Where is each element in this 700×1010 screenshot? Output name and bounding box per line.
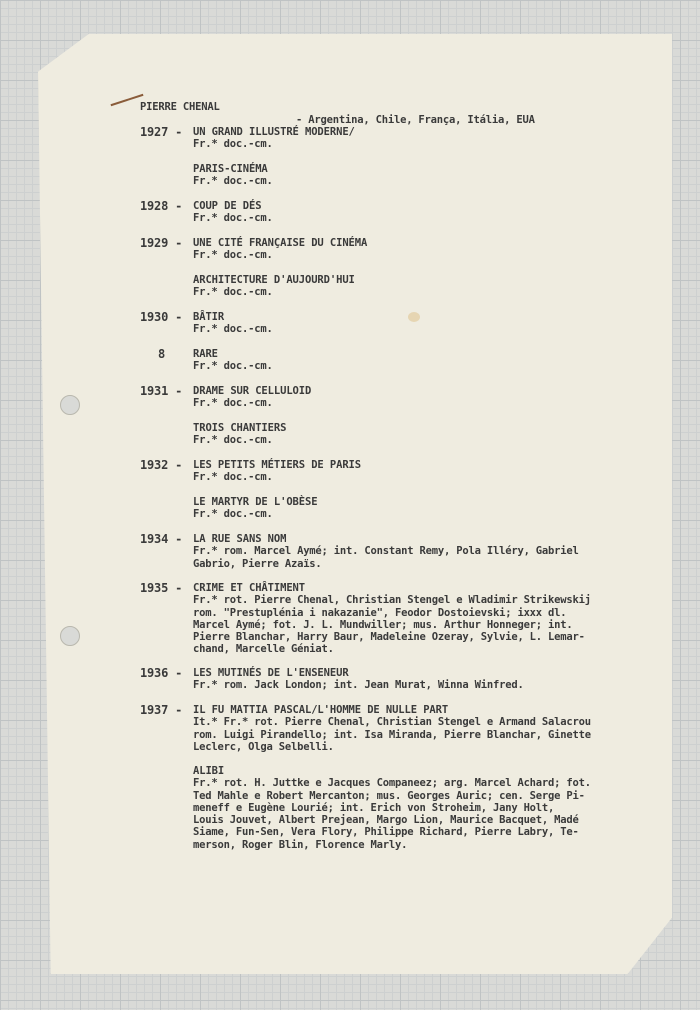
- film-details: Fr.* doc.-cm.: [193, 508, 273, 521]
- film-details: Fr.* doc.-cm.: [193, 471, 273, 484]
- film-details: Louis Jouvet, Albert Prejean, Margo Lion, Maurice Bacquet, Madé: [193, 814, 579, 827]
- film-details: Fr.* rot. Pierre Chenal, Christian Stengel e Wladimir Strikewskij: [193, 594, 591, 607]
- film-title: LES PETITS MÉTIERS DE PARIS: [193, 459, 361, 471]
- film-title: IL FU MATTIA PASCAL/L'HOMME DE NULLE PART: [193, 704, 449, 716]
- film-details: It.* Fr.* rot. Pierre Chenal, Christian Stengel e Armand Salacrou: [193, 716, 591, 729]
- film-details: Pierre Blanchar, Harry Baur, Madeleine Ozeray, Sylvie, L. Lemar-: [193, 631, 585, 644]
- film-details: Fr.* doc.-cm.: [193, 360, 273, 373]
- film-details: Fr.* rom. Jack London; int. Jean Murat, Winna Winfred.: [193, 679, 524, 692]
- film-title: LES MUTINÉS DE L'ENSENEUR: [193, 667, 349, 679]
- entry-year: 1927 -: [140, 125, 183, 139]
- film-title: DRAME SUR CELLULOID: [193, 385, 312, 397]
- entry-year: 1937 -: [140, 703, 183, 717]
- film-details: Siame, Fun-Sen, Vera Flory, Philippe Richard, Pierre Labry, Te-: [193, 826, 579, 839]
- film-details: Fr.* doc.-cm.: [193, 434, 273, 447]
- film-details: Fr.* rom. Marcel Aymé; int. Constant Remy, Pola Illéry, Gabriel: [193, 545, 579, 558]
- entry-year: 1932 -: [140, 458, 183, 472]
- film-title: BÂTIR: [193, 311, 225, 323]
- punch-hole-upper: [60, 395, 80, 415]
- entry-year: 8: [158, 347, 166, 361]
- film-details: rom. Luigi Pirandello; int. Isa Miranda, Pierre Blanchar, Ginette: [193, 728, 591, 741]
- film-details: Fr.* doc.-cm.: [193, 323, 273, 336]
- entry-year: 1936 -: [140, 666, 183, 680]
- film-title: UN GRAND ILLUSTRÉ MODERNE/: [193, 126, 355, 138]
- film-details: Leclerc, Olga Selbelli.: [193, 740, 334, 753]
- film-details: rom. "Prestuplénia i nakazanie", Feodor Dostoievski; ixxx dl.: [193, 606, 567, 619]
- director-name: PIERRE CHENAL: [140, 101, 220, 114]
- film-details: Fr.* doc.-cm.: [193, 397, 273, 410]
- entry-year: 1935 -: [140, 581, 183, 595]
- film-details: Fr.* doc.-cm.: [193, 249, 273, 262]
- entry-year: 1934 -: [140, 532, 183, 546]
- punch-hole-lower: [60, 626, 80, 646]
- countries-list: - Argentina, Chile, França, Itália, EUA: [296, 113, 535, 126]
- film-details: chand, Marcelle Géniat.: [193, 643, 334, 656]
- film-details: merson, Roger Blin, Florence Marly.: [193, 838, 408, 851]
- film-title: COUP DE DÉS: [193, 200, 262, 212]
- film-details: Gabrio, Pierre Azaïs.: [193, 557, 322, 570]
- film-details: Fr.* doc.-cm.: [193, 286, 273, 299]
- film-details: Marcel Aymé; fot. J. L. Mundwiller; mus. Arthur Honneger; int.: [193, 618, 573, 631]
- film-details: Fr.* doc.-cm.: [193, 138, 273, 151]
- film-title: UNE CITÉ FRANÇAISE DU CINÉMA: [193, 237, 368, 249]
- film-details: Fr.* rot. H. Juttke e Jacques Companeez; arg. Marcel Achard; fot.: [193, 777, 591, 790]
- film-title: ALIBI: [193, 765, 225, 777]
- film-title: LE MARTYR DE L'OBÈSE: [193, 496, 318, 508]
- entry-year: 1930 -: [140, 310, 183, 324]
- film-title: TROIS CHANTIERS: [193, 422, 287, 434]
- entry-year: 1928 -: [140, 199, 183, 213]
- film-details: meneff e Eugène Lourié; int. Erich von Stroheim, Jany Holt,: [193, 801, 555, 814]
- film-title: PARIS-CINÉMA: [193, 163, 268, 175]
- film-details: Ted Mahle e Robert Mercanton; mus. Georges Auric; cen. Serge Pi-: [193, 789, 585, 802]
- film-title: RARE: [193, 348, 218, 360]
- film-details: Fr.* doc.-cm.: [193, 175, 273, 188]
- film-title: CRIME ET CHÂTIMENT: [193, 582, 305, 594]
- entry-year: 1931 -: [140, 384, 183, 398]
- film-title: ARCHITECTURE D'AUJOURD'HUI: [193, 274, 355, 286]
- entry-year: 1929 -: [140, 236, 183, 250]
- document-header: [140, 89, 620, 126]
- film-title: LA RUE SANS NOM: [193, 533, 287, 545]
- film-details: Fr.* doc.-cm.: [193, 212, 273, 225]
